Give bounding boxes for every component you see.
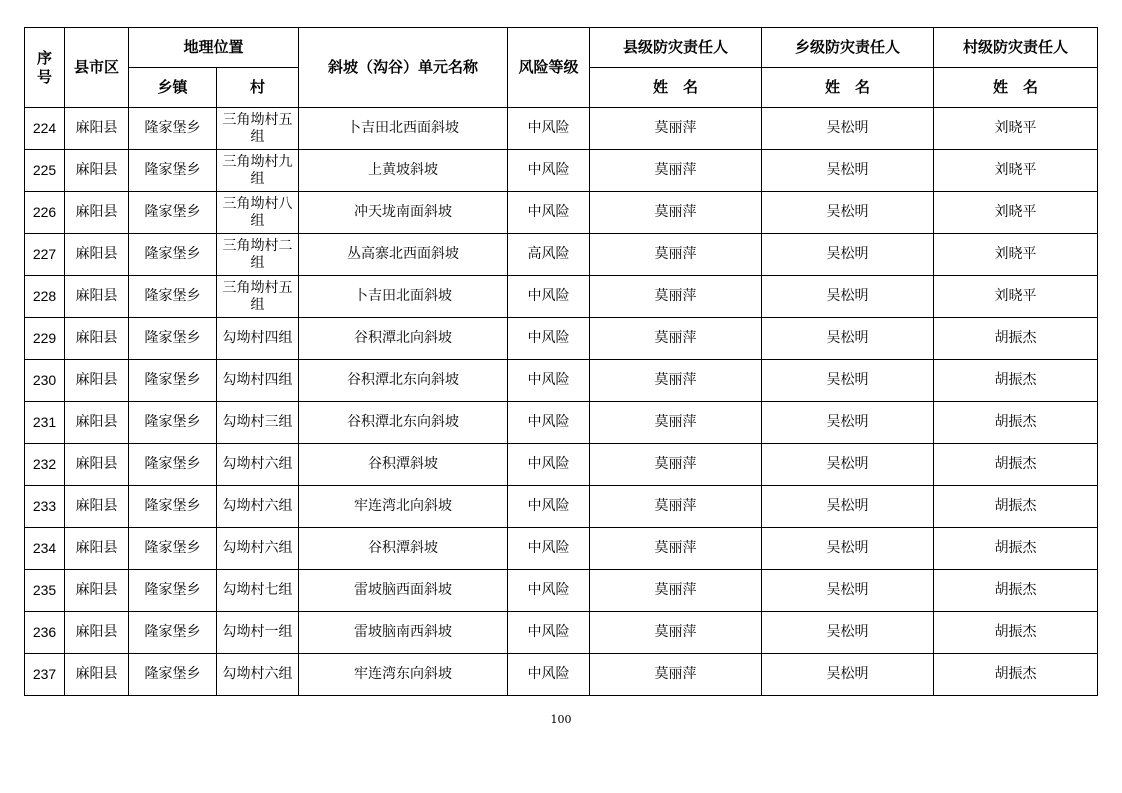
header-name-county: 姓 名 xyxy=(590,68,762,108)
cell-seq: 230 xyxy=(25,360,65,402)
cell-slope-name: 谷积潭斜坡 xyxy=(299,528,508,570)
table-row xyxy=(25,612,1098,654)
cell-county: 麻阳县 xyxy=(65,108,129,150)
table-row xyxy=(25,108,1098,150)
cell-seq: 237 xyxy=(25,654,65,696)
table-row xyxy=(25,528,1098,570)
cell-county: 麻阳县 xyxy=(65,234,129,276)
cell-seq: 227 xyxy=(25,234,65,276)
cell-town: 隆家堡乡 xyxy=(129,318,217,360)
table-row xyxy=(25,444,1098,486)
cell-seq: 226 xyxy=(25,192,65,234)
cell-county-resp: 莫丽萍 xyxy=(590,234,762,276)
cell-village-resp: 胡振杰 xyxy=(934,444,1098,486)
cell-county-resp: 莫丽萍 xyxy=(590,570,762,612)
cell-village-resp: 刘晓平 xyxy=(934,192,1098,234)
cell-slope-name: 卜吉田北西面斜坡 xyxy=(299,108,508,150)
cell-county: 麻阳县 xyxy=(65,570,129,612)
header-seq: 序号 xyxy=(25,28,65,108)
header-name-town: 姓 名 xyxy=(762,68,934,108)
cell-town-resp: 吴松明 xyxy=(762,318,934,360)
cell-slope-name: 冲天垅南面斜坡 xyxy=(299,192,508,234)
cell-town: 隆家堡乡 xyxy=(129,444,217,486)
cell-town: 隆家堡乡 xyxy=(129,192,217,234)
cell-risk: 中风险 xyxy=(508,444,590,486)
cell-town: 隆家堡乡 xyxy=(129,108,217,150)
cell-county: 麻阳县 xyxy=(65,528,129,570)
cell-risk: 中风险 xyxy=(508,108,590,150)
cell-county-resp: 莫丽萍 xyxy=(590,318,762,360)
cell-risk: 中风险 xyxy=(508,150,590,192)
cell-county: 麻阳县 xyxy=(65,654,129,696)
cell-risk: 中风险 xyxy=(508,654,590,696)
cell-village: 三角坳村二组 xyxy=(217,234,299,276)
table-row xyxy=(25,276,1098,318)
cell-village-resp: 刘晓平 xyxy=(934,108,1098,150)
cell-slope-name: 谷积潭北东向斜坡 xyxy=(299,360,508,402)
cell-risk: 中风险 xyxy=(508,402,590,444)
cell-county-resp: 莫丽萍 xyxy=(590,108,762,150)
cell-slope-name: 雷坡脑南西斜坡 xyxy=(299,612,508,654)
header-county-resp: 县级防灾责任人 xyxy=(590,28,762,68)
table-row xyxy=(25,150,1098,192)
cell-slope-name: 上黄坡斜坡 xyxy=(299,150,508,192)
cell-slope-name: 牢连湾北向斜坡 xyxy=(299,486,508,528)
cell-village: 勾坳村六组 xyxy=(217,528,299,570)
cell-village: 勾坳村三组 xyxy=(217,402,299,444)
cell-village-resp: 胡振杰 xyxy=(934,402,1098,444)
cell-town-resp: 吴松明 xyxy=(762,528,934,570)
cell-town-resp: 吴松明 xyxy=(762,234,934,276)
header-village-resp: 村级防灾责任人 xyxy=(934,28,1098,68)
cell-town-resp: 吴松明 xyxy=(762,654,934,696)
header-village: 村 xyxy=(217,68,299,108)
cell-slope-name: 牢连湾东向斜坡 xyxy=(299,654,508,696)
table-row xyxy=(25,486,1098,528)
cell-town: 隆家堡乡 xyxy=(129,276,217,318)
table-row xyxy=(25,360,1098,402)
cell-seq: 228 xyxy=(25,276,65,318)
cell-town: 隆家堡乡 xyxy=(129,654,217,696)
cell-village: 勾坳村六组 xyxy=(217,486,299,528)
cell-risk: 中风险 xyxy=(508,486,590,528)
header-name-village: 姓 名 xyxy=(934,68,1098,108)
cell-county: 麻阳县 xyxy=(65,402,129,444)
header-county: 县市区 xyxy=(65,28,129,108)
cell-county-resp: 莫丽萍 xyxy=(590,444,762,486)
cell-town: 隆家堡乡 xyxy=(129,150,217,192)
header-town: 乡镇 xyxy=(129,68,217,108)
header-risk: 风险等级 xyxy=(508,28,590,108)
cell-village-resp: 胡振杰 xyxy=(934,528,1098,570)
cell-seq: 235 xyxy=(25,570,65,612)
cell-village: 勾坳村四组 xyxy=(217,318,299,360)
cell-village-resp: 胡振杰 xyxy=(934,318,1098,360)
cell-town: 隆家堡乡 xyxy=(129,570,217,612)
cell-village: 三角坳村五组 xyxy=(217,108,299,150)
cell-town-resp: 吴松明 xyxy=(762,570,934,612)
header-slope-name: 斜坡（沟谷）单元名称 xyxy=(299,28,508,108)
cell-county: 麻阳县 xyxy=(65,360,129,402)
cell-village-resp: 刘晓平 xyxy=(934,150,1098,192)
table-row xyxy=(25,192,1098,234)
cell-seq: 232 xyxy=(25,444,65,486)
cell-county-resp: 莫丽萍 xyxy=(590,192,762,234)
cell-county-resp: 莫丽萍 xyxy=(590,360,762,402)
cell-county-resp: 莫丽萍 xyxy=(590,486,762,528)
cell-town-resp: 吴松明 xyxy=(762,444,934,486)
cell-county: 麻阳县 xyxy=(65,612,129,654)
cell-seq: 231 xyxy=(25,402,65,444)
cell-village-resp: 胡振杰 xyxy=(934,486,1098,528)
cell-risk: 高风险 xyxy=(508,234,590,276)
cell-seq: 229 xyxy=(25,318,65,360)
table-row xyxy=(25,318,1098,360)
cell-risk: 中风险 xyxy=(508,570,590,612)
cell-town-resp: 吴松明 xyxy=(762,276,934,318)
cell-county: 麻阳县 xyxy=(65,486,129,528)
cell-village: 三角坳村八组 xyxy=(217,192,299,234)
cell-county-resp: 莫丽萍 xyxy=(590,402,762,444)
cell-seq: 224 xyxy=(25,108,65,150)
cell-county: 麻阳县 xyxy=(65,192,129,234)
cell-county-resp: 莫丽萍 xyxy=(590,612,762,654)
cell-slope-name: 雷坡脑西面斜坡 xyxy=(299,570,508,612)
cell-slope-name: 谷积潭斜坡 xyxy=(299,444,508,486)
cell-slope-name: 谷积潭北东向斜坡 xyxy=(299,402,508,444)
cell-seq: 236 xyxy=(25,612,65,654)
cell-village-resp: 刘晓平 xyxy=(934,276,1098,318)
cell-town-resp: 吴松明 xyxy=(762,402,934,444)
cell-town: 隆家堡乡 xyxy=(129,528,217,570)
cell-village: 勾坳村七组 xyxy=(217,570,299,612)
cell-town-resp: 吴松明 xyxy=(762,612,934,654)
header-town-resp: 乡级防灾责任人 xyxy=(762,28,934,68)
cell-village-resp: 胡振杰 xyxy=(934,360,1098,402)
table-row xyxy=(25,402,1098,444)
cell-town-resp: 吴松明 xyxy=(762,486,934,528)
cell-village: 勾坳村四组 xyxy=(217,360,299,402)
header-row-1 xyxy=(25,28,1098,68)
cell-county: 麻阳县 xyxy=(65,444,129,486)
cell-town: 隆家堡乡 xyxy=(129,234,217,276)
header-geo: 地理位置 xyxy=(129,28,299,68)
cell-town: 隆家堡乡 xyxy=(129,486,217,528)
disaster-responsibility-table xyxy=(24,27,1098,696)
cell-risk: 中风险 xyxy=(508,360,590,402)
page-number: 100 xyxy=(550,713,572,726)
cell-county-resp: 莫丽萍 xyxy=(590,150,762,192)
cell-town-resp: 吴松明 xyxy=(762,108,934,150)
cell-village-resp: 胡振杰 xyxy=(934,612,1098,654)
cell-risk: 中风险 xyxy=(508,528,590,570)
cell-town-resp: 吴松明 xyxy=(762,192,934,234)
cell-seq: 234 xyxy=(25,528,65,570)
cell-county-resp: 莫丽萍 xyxy=(590,276,762,318)
cell-village-resp: 胡振杰 xyxy=(934,654,1098,696)
cell-village: 勾坳村六组 xyxy=(217,654,299,696)
cell-village: 勾坳村一组 xyxy=(217,612,299,654)
table-row xyxy=(25,654,1098,696)
cell-risk: 中风险 xyxy=(508,612,590,654)
cell-town: 隆家堡乡 xyxy=(129,612,217,654)
cell-village: 三角坳村九组 xyxy=(217,150,299,192)
cell-village-resp: 刘晓平 xyxy=(934,234,1098,276)
table-row xyxy=(25,570,1098,612)
cell-risk: 中风险 xyxy=(508,276,590,318)
cell-county: 麻阳县 xyxy=(65,318,129,360)
cell-slope-name: 卜吉田北面斜坡 xyxy=(299,276,508,318)
cell-county: 麻阳县 xyxy=(65,276,129,318)
cell-town: 隆家堡乡 xyxy=(129,360,217,402)
table-body xyxy=(25,108,1098,696)
cell-village: 三角坳村五组 xyxy=(217,276,299,318)
cell-seq: 233 xyxy=(25,486,65,528)
cell-slope-name: 谷积潭北向斜坡 xyxy=(299,318,508,360)
cell-village: 勾坳村六组 xyxy=(217,444,299,486)
cell-county: 麻阳县 xyxy=(65,150,129,192)
cell-risk: 中风险 xyxy=(508,318,590,360)
cell-town-resp: 吴松明 xyxy=(762,360,934,402)
cell-village-resp: 胡振杰 xyxy=(934,570,1098,612)
cell-town-resp: 吴松明 xyxy=(762,150,934,192)
cell-seq: 225 xyxy=(25,150,65,192)
cell-county-resp: 莫丽萍 xyxy=(590,654,762,696)
cell-county-resp: 莫丽萍 xyxy=(590,528,762,570)
cell-slope-name: 丛高寨北西面斜坡 xyxy=(299,234,508,276)
cell-risk: 中风险 xyxy=(508,192,590,234)
table-row xyxy=(25,234,1098,276)
cell-town: 隆家堡乡 xyxy=(129,402,217,444)
